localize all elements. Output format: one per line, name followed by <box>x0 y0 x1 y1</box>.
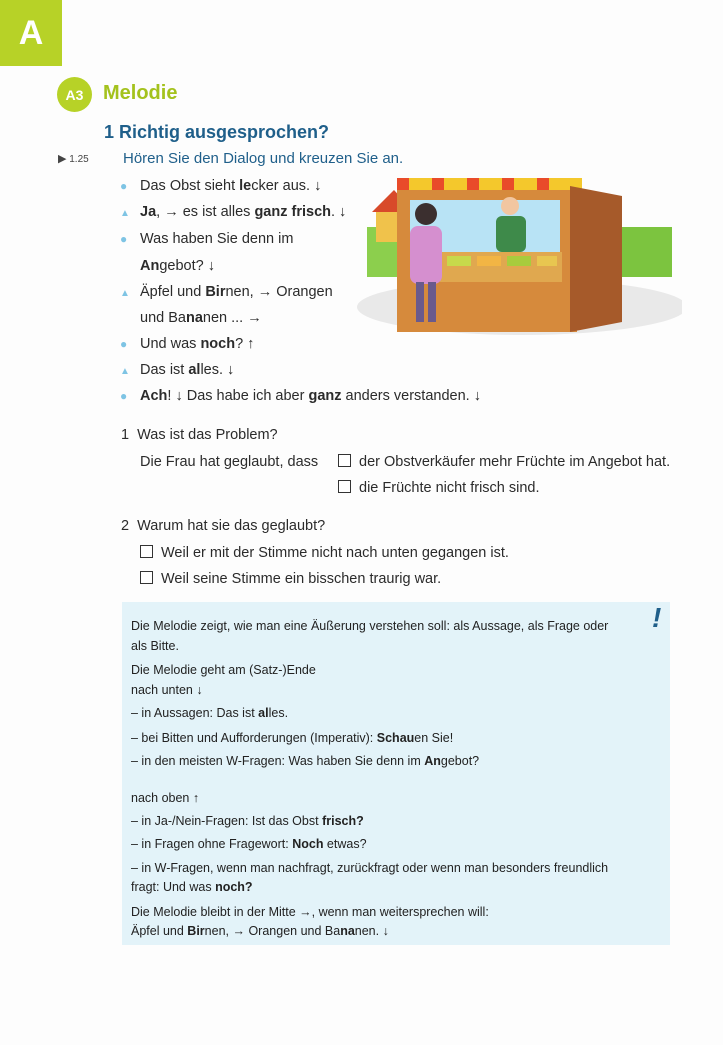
text-segment: Äpfel und <box>131 924 188 938</box>
text-segment: nen ... → <box>202 310 262 326</box>
q2-option-2-label: Weil seine Stimme ein bisschen traurig war. <box>161 571 442 587</box>
text-segment: Äpfel und <box>140 284 206 300</box>
q2-option-2[interactable] <box>140 571 441 587</box>
text-segment: nen. ↓ <box>354 924 389 938</box>
question-1-text: Was ist das Problem? <box>137 427 278 443</box>
dialog-line <box>120 203 346 223</box>
text-segment: Die Melodie zeigt, wie man eine Äußerung verstehen soll: als Aussage, als Frage oder <box>131 619 609 633</box>
text-segment: nach oben ↑ <box>131 791 200 805</box>
market-stall-illustration <box>352 172 682 342</box>
stressed-syllable: na <box>340 924 355 938</box>
question-1 <box>121 427 278 443</box>
customer-leg <box>428 282 436 322</box>
rule-line <box>131 731 453 745</box>
text-segment: , → es ist alles <box>156 204 255 220</box>
checkbox[interactable] <box>338 480 351 493</box>
rule-line <box>131 905 489 919</box>
text-segment: . ↓ <box>331 204 347 220</box>
vendor <box>496 216 526 252</box>
produce <box>477 256 501 266</box>
text-segment: und Ba <box>140 310 186 326</box>
text-segment: Und was <box>140 336 201 352</box>
stressed-syllable: Schau <box>376 731 415 745</box>
stressed-syllable: le <box>239 178 252 194</box>
awning-stripe <box>502 178 514 190</box>
bush-right <box>617 227 672 277</box>
speaker-triangle-icon <box>120 361 140 381</box>
dialog-line <box>120 309 262 327</box>
rule-line <box>131 791 199 805</box>
text-segment: cker aus. ↓ <box>251 178 322 194</box>
audio-track-number: 1.25 <box>69 154 89 165</box>
awning <box>397 178 582 190</box>
stall-door <box>570 186 622 332</box>
produce <box>447 256 471 266</box>
customer-leg <box>416 282 424 322</box>
text-segment: gebot? <box>440 754 480 768</box>
q2-option-1[interactable] <box>140 545 509 561</box>
q1-option-2-label: die Früchte nicht frisch sind. <box>359 480 540 496</box>
stressed-syllable: Noch <box>292 837 324 851</box>
speaker-circle-icon <box>120 335 140 353</box>
rule-line <box>131 754 479 768</box>
checkbox[interactable] <box>140 571 153 584</box>
text-segment: Die Melodie geht am (Satz-)Ende <box>131 663 316 677</box>
checkbox[interactable] <box>140 545 153 558</box>
text-segment: – bei Bitten und Aufforderungen (Imperativ): <box>131 731 377 745</box>
speaker-triangle-icon <box>120 283 140 303</box>
stressed-syllable: na <box>185 310 203 326</box>
text-segment: – in Aussagen: Das ist <box>131 706 259 720</box>
text-segment: Was haben Sie denn im <box>140 231 294 247</box>
dialog-line <box>120 257 215 275</box>
stressed-syllable: al <box>258 706 269 720</box>
text-segment: en Sie! <box>414 731 454 745</box>
text-segment: nach unten ↓ <box>131 683 203 697</box>
text-segment: nen, → Orangen <box>225 284 333 300</box>
dialog-line <box>120 230 293 248</box>
rule-line <box>131 814 364 828</box>
question-2 <box>121 518 325 534</box>
text-segment: – in den meisten W-Fragen: Was haben Sie denn im <box>131 754 425 768</box>
rule-line <box>131 861 608 875</box>
stressed-syllable: Ach <box>140 388 168 404</box>
stressed-syllable: noch? <box>215 880 253 894</box>
awning-stripe <box>432 178 444 190</box>
speaker-circle-icon <box>120 387 140 405</box>
text-segment: les. <box>268 706 289 720</box>
instruction: Hören Sie den Dialog und kreuzen Sie an. <box>123 150 404 167</box>
rule-line <box>131 837 367 851</box>
text-segment: – in W-Fragen, wenn man nachfragt, zurückfragt oder wenn man besonders freundlich <box>131 861 609 875</box>
dialog-line <box>120 283 333 303</box>
question-2-number: 2 <box>121 518 130 534</box>
text-segment: als Bitte. <box>131 639 179 653</box>
text-segment: etwas? <box>323 837 367 851</box>
q1-option-1[interactable] <box>338 454 670 470</box>
produce <box>507 256 531 266</box>
text-segment: les. ↓ <box>200 362 235 378</box>
audio-track[interactable] <box>58 152 89 165</box>
stressed-syllable: Bir <box>205 284 226 300</box>
rule-line <box>131 639 179 653</box>
text-segment: Das Obst sieht <box>140 178 240 194</box>
exercise-title: 1 Richtig ausgesprochen? <box>104 122 330 142</box>
checkbox[interactable] <box>338 454 351 467</box>
speaker-circle-icon <box>120 230 140 248</box>
stressed-syllable: noch <box>200 336 236 352</box>
question-2-text: Warum hat sie das geglaubt? <box>137 518 326 534</box>
exclamation-icon: ! <box>652 602 662 633</box>
q1-option-2[interactable] <box>338 480 540 496</box>
text-segment: anders verstanden. ↓ <box>341 388 481 404</box>
customer-head <box>415 203 437 225</box>
question-1-lead: Die Frau hat geglaubt, dass <box>140 454 319 470</box>
rule-line <box>131 706 288 720</box>
dialog-line <box>120 177 321 195</box>
q2-option-1-label: Weil er mit der Stimme nicht nach unten gegangen ist. <box>161 545 509 561</box>
play-icon[interactable]: ▶ <box>58 153 67 165</box>
dialog-line <box>120 335 254 353</box>
customer <box>410 226 442 284</box>
rule-line <box>131 663 316 677</box>
stressed-syllable: ganz <box>308 388 342 404</box>
chapter-tab <box>0 0 62 66</box>
text-segment: ! ↓ Das habe ich aber <box>167 388 309 404</box>
stressed-syllable: An <box>140 258 160 274</box>
section-title: Melodie <box>103 82 178 104</box>
vendor-head <box>501 197 519 215</box>
text-segment: Das ist <box>140 362 189 378</box>
rule-line <box>131 924 389 938</box>
awning-stripe <box>537 178 549 190</box>
text-segment: fragt: Und was <box>131 880 216 894</box>
stressed-syllable: Bir <box>187 924 205 938</box>
text-segment: gebot? ↓ <box>159 258 215 274</box>
stressed-syllable: frisch? <box>322 814 364 828</box>
rule-line <box>131 683 203 697</box>
produce <box>537 256 557 266</box>
dialog-line <box>120 361 234 381</box>
rule-line <box>131 619 608 633</box>
rule-line <box>131 880 253 894</box>
dialog-line <box>120 387 481 405</box>
chapter-letter: A <box>18 13 44 52</box>
stressed-syllable: al <box>188 362 201 378</box>
speaker-triangle-icon <box>120 203 140 223</box>
awning-stripe <box>397 178 409 190</box>
section-badge: A3 <box>57 77 92 112</box>
text-segment: ? ↑ <box>235 336 255 352</box>
stressed-syllable: ganz frisch <box>254 204 331 220</box>
text-segment: – in Ja-/Nein-Fragen: Ist das Obst <box>131 814 323 828</box>
q1-option-1-label: der Obstverkäufer mehr Früchte im Angebot hat. <box>359 454 671 470</box>
text-segment: Die Melodie bleibt in der Mitte →, wenn man weitersprechen will: <box>131 905 489 919</box>
text-segment: nen, → Orangen und Ba <box>204 924 341 938</box>
question-1-number: 1 <box>121 427 130 443</box>
stressed-syllable: An <box>424 754 441 768</box>
speaker-circle-icon <box>120 177 140 195</box>
text-segment: – in Fragen ohne Fragewort: <box>131 837 293 851</box>
stressed-syllable: Ja <box>140 204 157 220</box>
awning-stripe <box>467 178 479 190</box>
